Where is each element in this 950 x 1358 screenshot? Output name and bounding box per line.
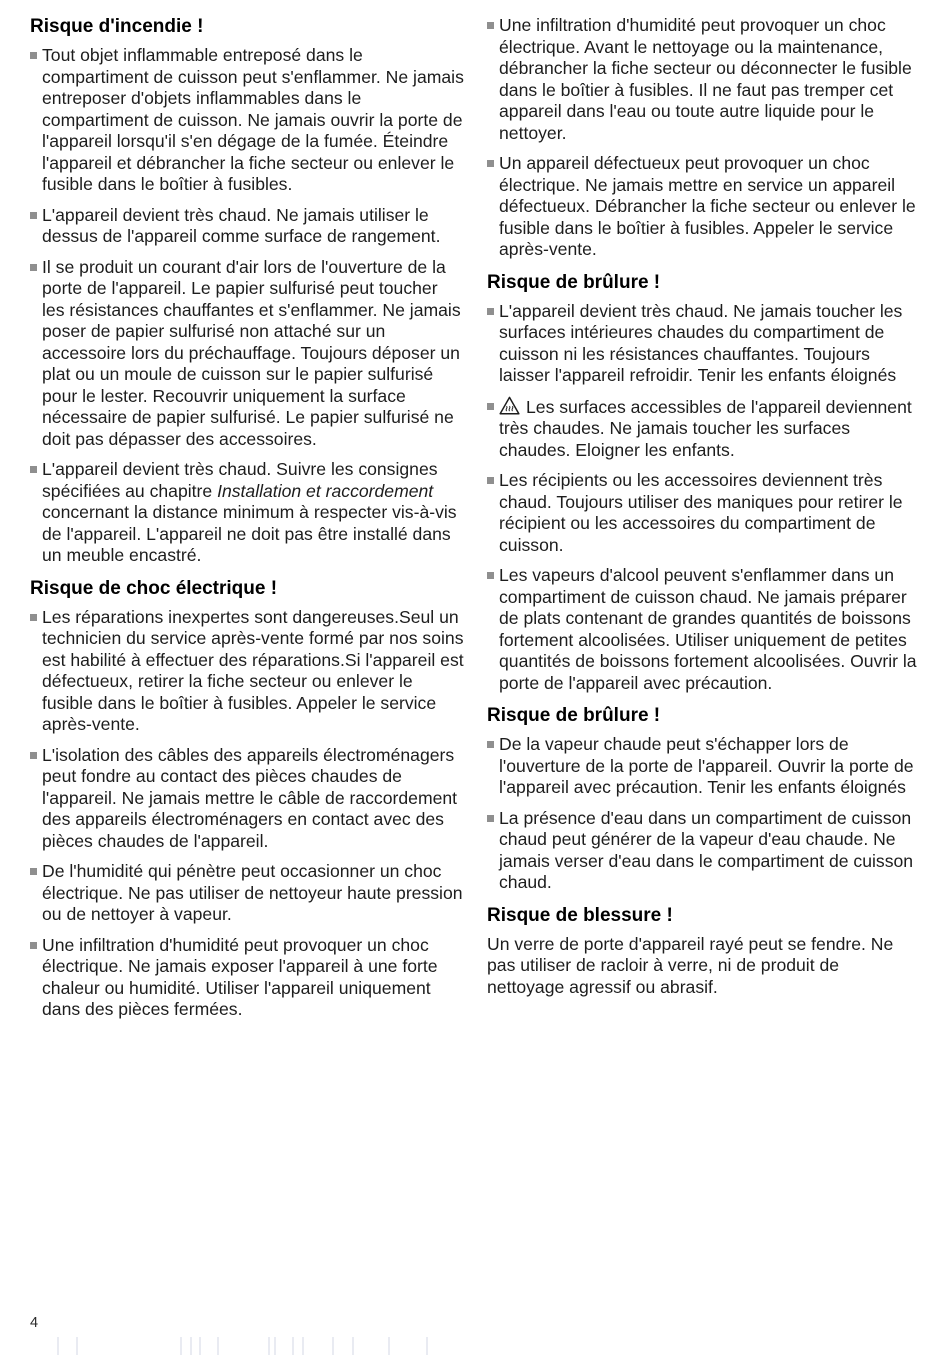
bullet-text	[499, 734, 921, 799]
scan-artifact-mark	[180, 1337, 182, 1355]
section-heading: Risque d'incendie !	[30, 16, 204, 37]
text-segment: Il se produit un courant d'air lors de l'ouverture de la porte de l'appareil. Le papier sulfurisé peut toucher les résistances chauffantes et s'enflammer. Ne jamais poser de papier sulfurisé non attaché sur un accessoire lors du préchauffage. Toujours déposer un plat ou un moule de cuisson sur le papier sulfurisé pour le lester. Recouvrir uniquement la surface nécessaire de papier sulfurisé. Le papier sulfurisé ne doit pas dépasser des accessoires.	[42, 256, 461, 449]
scan-artifact-mark	[302, 1337, 304, 1355]
bullet-square-icon	[30, 466, 37, 473]
scan-artifact-mark	[268, 1337, 270, 1355]
text-segment: Les réparations inexpertes sont dangereuses.Seul un technicien du service après-vente formé par nos soins est habilité à effectuer des réparations.Si l'appareil est défectueux, retirer la fiche secteur ou enlever le fusible dans le boîtier à fusibles. Appeler le service après-vente.	[42, 606, 464, 734]
bullet-text	[42, 607, 464, 736]
hot-surface-warning-icon	[499, 396, 520, 415]
scan-artifact-mark	[426, 1337, 428, 1355]
text-segment: L'appareil devient très chaud. Ne jamais toucher les surfaces intérieures chaudes du compartiment de cuisson ni les résistances chauffantes. Toujours laisser l'appareil refroidir. Tenir les enfants éloignés	[499, 300, 903, 385]
bullet-square-icon	[487, 22, 494, 29]
bullet-item	[487, 470, 921, 556]
bullet-item	[30, 861, 464, 926]
text-segment: L'appareil devient très chaud. Ne jamais utiliser le dessus de l'appareil comme surface de rangement.	[42, 204, 441, 246]
bullet-item	[30, 205, 464, 248]
bullet-text	[42, 257, 464, 451]
text-segment: Les vapeurs d'alcool peuvent s'enflammer dans un compartiment de cuisson chaud. Ne jamais préparer de plats contenant de grandes quantités de boissons fortement alcoolisées. Utiliser uniquement de petites quantités de boissons fortement alcoolisées. Ouvrir la porte de l'appareil avec précaution.	[499, 565, 917, 693]
text-segment: L'isolation des câbles des appareils électroménagers peut fondre au contact des pièces chaudes de l'appareil. Ne jamais mettre le câble de raccordement des appareils électroménagers en contact avec des pièces chaudes de l'appareil.	[42, 744, 458, 851]
bullet-square-icon	[30, 264, 37, 271]
right-column	[487, 15, 921, 1030]
bullet-text	[42, 205, 464, 248]
bullet-text	[42, 861, 464, 926]
italic-text-segment: Installation et raccordement	[217, 480, 434, 501]
scan-artifact-marks	[0, 1334, 950, 1358]
bullet-text	[499, 470, 921, 556]
text-segment: Tout objet inflammable entreposé dans le compartiment de cuisson peut s'enflammer. Ne jamais entreposer d'objets inflammables dans le compartiment de cuisson. Ne jamais ouvrir la porte de l'appareil lorsqu'il s'en dégage de la fumée. Éteindre l'appareil et débrancher la fiche secteur ou enlever le fusible dans le boîtier à fusibles.	[42, 45, 464, 194]
section-heading: Risque de choc électrique !	[30, 577, 278, 599]
bullet-item	[30, 935, 464, 1021]
bullet-item	[30, 459, 464, 567]
bullet-item	[487, 734, 921, 799]
page-number: 4	[30, 1315, 39, 1331]
scan-artifact-mark	[199, 1337, 201, 1355]
bullet-text	[499, 808, 921, 894]
bullet-text	[42, 459, 464, 567]
scan-artifact-mark	[57, 1337, 59, 1355]
left-column	[30, 15, 464, 1030]
bullet-item	[487, 15, 921, 144]
text-segment: L'appareil devient très chaud. Suivre les consignes spécifiées au chapitre	[42, 459, 438, 501]
bullet-text	[42, 45, 464, 196]
bullet-square-icon	[30, 212, 37, 219]
bullet-square-icon	[487, 308, 494, 315]
text-segment: concernant la distance minimum à respecter vis-à-vis de l'appareil. L'appareil ne doit pas être installé dans un meuble encastré.	[42, 502, 457, 565]
bullet-square-icon	[30, 52, 37, 59]
bullet-item	[30, 257, 464, 451]
bullet-item	[487, 396, 921, 462]
text-segment: Un verre de porte d'appareil rayé peut se fendre. Ne pas utiliser de racloir à verre, ni de produit de nettoyage agressif ou abrasif.	[487, 933, 894, 997]
bullet-square-icon	[487, 572, 494, 579]
scan-artifact-mark	[388, 1337, 390, 1355]
bullet-square-icon	[30, 752, 37, 759]
text-segment: Les surfaces accessibles de l'appareil deviennent très chaudes. Ne jamais toucher les surfaces chaudes. Eloigner les enfants.	[499, 396, 912, 460]
bullet-square-icon	[487, 160, 494, 167]
bullet-text	[499, 396, 921, 462]
section-heading: Risque de brûlure !	[487, 705, 661, 726]
bullet-square-icon	[487, 815, 494, 822]
bullet-item	[30, 45, 464, 196]
bullet-item	[30, 745, 464, 853]
bullet-text	[499, 565, 921, 694]
bullet-text	[499, 15, 921, 144]
section-heading: Risque de brûlure !	[487, 271, 661, 293]
bullet-square-icon	[487, 477, 494, 484]
bullet-item	[487, 301, 921, 387]
bullet-item	[487, 565, 921, 694]
scan-artifact-mark	[217, 1337, 219, 1355]
section-heading: Risque de blessure !	[487, 904, 673, 926]
bullet-square-icon	[30, 942, 37, 949]
text-segment: La présence d'eau dans un compartiment de cuisson chaud peut générer de la vapeur d'eau chaude. Ne jamais verser d'eau dans le compartiment de cuisson chaud.	[499, 807, 914, 892]
scan-artifact-mark	[332, 1337, 334, 1355]
text-segment: Une infiltration d'humidité peut provoquer un choc électrique. Avant le nettoyage ou la maintenance, débrancher la fiche secteur ou déconnecter le fusible dans le boîtier à fusibles. Il ne faut pas tremper cet appareil dans l'eau ou toute autre liquide pour le nettoyer.	[499, 15, 912, 143]
bullet-square-icon	[487, 741, 494, 748]
bullet-square-icon	[30, 868, 37, 875]
bullet-text	[499, 153, 921, 261]
bullet-square-icon	[30, 614, 37, 621]
bullet-square-icon	[487, 403, 494, 410]
bullet-item	[487, 153, 921, 261]
scan-artifact-mark	[76, 1337, 78, 1355]
bullet-item	[487, 808, 921, 894]
bullet-item	[30, 607, 464, 736]
text-segment: Un appareil défectueux peut provoquer un choc électrique. Ne jamais mettre en service un appareil défectueux. Débrancher la fiche secteur ou enlever le fusible dans le boîtier à fusibles. Appeler le service après-vente.	[499, 153, 916, 259]
scan-artifact-mark	[352, 1337, 354, 1355]
bullet-text	[42, 745, 464, 853]
text-segment: De l'humidité qui pénètre peut occasionner un choc électrique. Ne pas utiliser de nettoyeur haute pression ou de nettoyer à vapeur.	[42, 861, 463, 924]
paragraph-text	[487, 934, 921, 999]
scan-artifact-mark	[274, 1337, 276, 1355]
text-segment: Une infiltration d'humidité peut provoquer un choc électrique. Ne jamais exposer l'appareil à une forte chaleur ou humidité. Utiliser l'appareil uniquement dans des pièces fermées.	[42, 934, 438, 1019]
scan-artifact-mark	[190, 1337, 192, 1355]
scan-artifact-mark	[292, 1337, 294, 1355]
text-segment: Les récipients ou les accessoires deviennent très chaud. Toujours utiliser des maniques pour retirer le récipient ou les accessoires du compartiment de cuisson.	[499, 470, 903, 555]
bullet-text	[499, 301, 921, 387]
bullet-text	[42, 935, 464, 1021]
text-segment: De la vapeur chaude peut s'échapper lors de l'ouverture de la porte de l'appareil. Ouvrir la porte de l'appareil avec précaution. Tenir les enfants éloignés	[499, 734, 914, 797]
